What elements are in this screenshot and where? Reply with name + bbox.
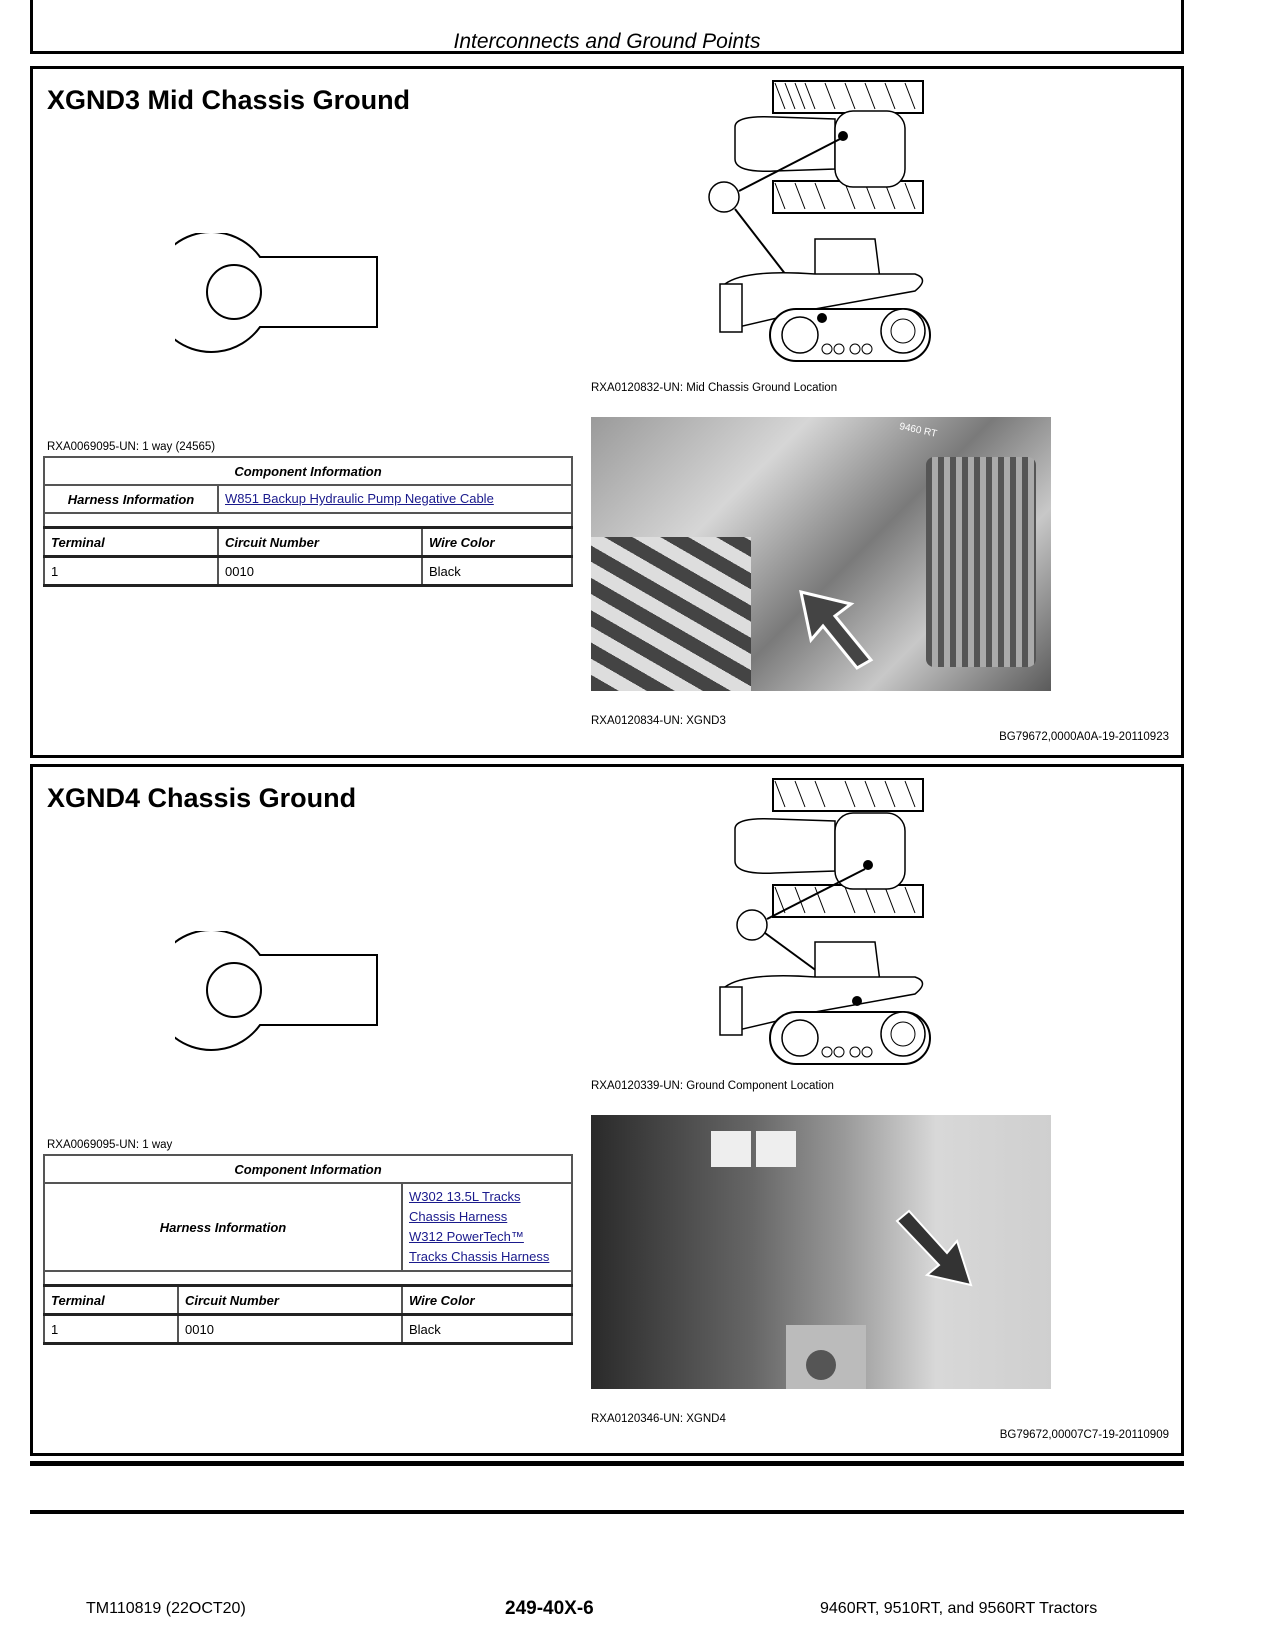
- photo-detail: [711, 1131, 751, 1167]
- cell-color: Black: [422, 557, 572, 586]
- harness-links-cell: [402, 1183, 572, 1271]
- cell-terminal: 1: [44, 557, 218, 586]
- section-xgnd3: [30, 66, 1184, 758]
- footer-rule: [30, 1510, 1184, 1514]
- footer-page-number: 249-40X-6: [505, 1598, 594, 1619]
- col-circuit-number: Circuit Number: [218, 528, 422, 557]
- photo-caption: RXA0120834-UN: XGND3: [591, 715, 726, 727]
- arrow-pointer-icon: [891, 1205, 981, 1295]
- component-info-table: [43, 456, 573, 587]
- harness-link-w851[interactable]: W851 Backup Hydraulic Pump Negative Cable: [225, 491, 494, 506]
- col-wire-color: Wire Color: [422, 528, 572, 557]
- table-spacer: [44, 513, 572, 528]
- harness-label: Harness Information: [44, 485, 218, 513]
- connector-caption: RXA0069095-UN: 1 way: [47, 1139, 173, 1151]
- footer-models: 9460RT, 9510RT, and 9560RT Tractors: [820, 1600, 1098, 1617]
- xgnd4-photo: [591, 1115, 1051, 1389]
- tractor-location-diagram: [705, 79, 945, 379]
- harness-link-w312[interactable]: W312 PowerTech™ Tracks Chassis Harness: [409, 1229, 550, 1264]
- reference-id: BG79672,00007C7-19-20110909: [999, 1429, 1169, 1441]
- reference-id: BG79672,0000A0A-19-20110923: [999, 731, 1169, 743]
- table-row: [44, 557, 572, 586]
- harness-label: Harness Information: [44, 1183, 402, 1271]
- arrow-pointer-icon: [791, 582, 881, 672]
- photo-detail: [806, 1350, 836, 1380]
- section-title: XGND3 Mid Chassis Ground: [47, 85, 411, 115]
- col-wire-color: Wire Color: [402, 1286, 572, 1315]
- photo-caption: RXA0120346-UN: XGND4: [591, 1413, 726, 1425]
- track-texture: [591, 537, 751, 691]
- cell-color: Black: [402, 1315, 572, 1344]
- table-heading: Component Information: [44, 457, 572, 485]
- xgnd3-photo: [591, 417, 1051, 691]
- col-terminal: Terminal: [44, 1286, 178, 1315]
- tractor-location-diagram: [705, 777, 945, 1077]
- cell-terminal: 1: [44, 1315, 178, 1344]
- grille: [926, 457, 1036, 667]
- location-caption: RXA0120832-UN: Mid Chassis Ground Location: [591, 382, 838, 394]
- photo-detail: [756, 1131, 796, 1167]
- connector-caption: RXA0069095-UN: 1 way (24565): [47, 441, 216, 453]
- cell-circuit: 0010: [178, 1315, 402, 1344]
- table-heading: Component Information: [44, 1155, 572, 1183]
- divider-rule: [30, 1461, 1184, 1466]
- ring-terminal-icon: [175, 233, 385, 373]
- section-title: XGND4 Chassis Ground: [47, 783, 357, 813]
- component-info-table: [43, 1154, 573, 1345]
- col-terminal: Terminal: [44, 528, 218, 557]
- footer-doc-id: TM110819 (22OCT20): [86, 1600, 246, 1617]
- table-spacer: [44, 1271, 572, 1286]
- ring-terminal-icon: [175, 931, 385, 1071]
- table-row: [44, 1315, 572, 1344]
- location-caption: RXA0120339-UN: Ground Component Location: [591, 1080, 834, 1092]
- section-xgnd4: [30, 764, 1184, 1456]
- photo-model-label: 9460 RT: [898, 421, 938, 440]
- col-circuit-number: Circuit Number: [178, 1286, 402, 1315]
- harness-link-w302[interactable]: W302 13.5L Tracks Chassis Harness: [409, 1189, 521, 1224]
- page-header-title: Interconnects and Ground Points: [453, 30, 761, 53]
- cell-circuit: 0010: [218, 557, 422, 586]
- harness-links-cell: [218, 485, 572, 513]
